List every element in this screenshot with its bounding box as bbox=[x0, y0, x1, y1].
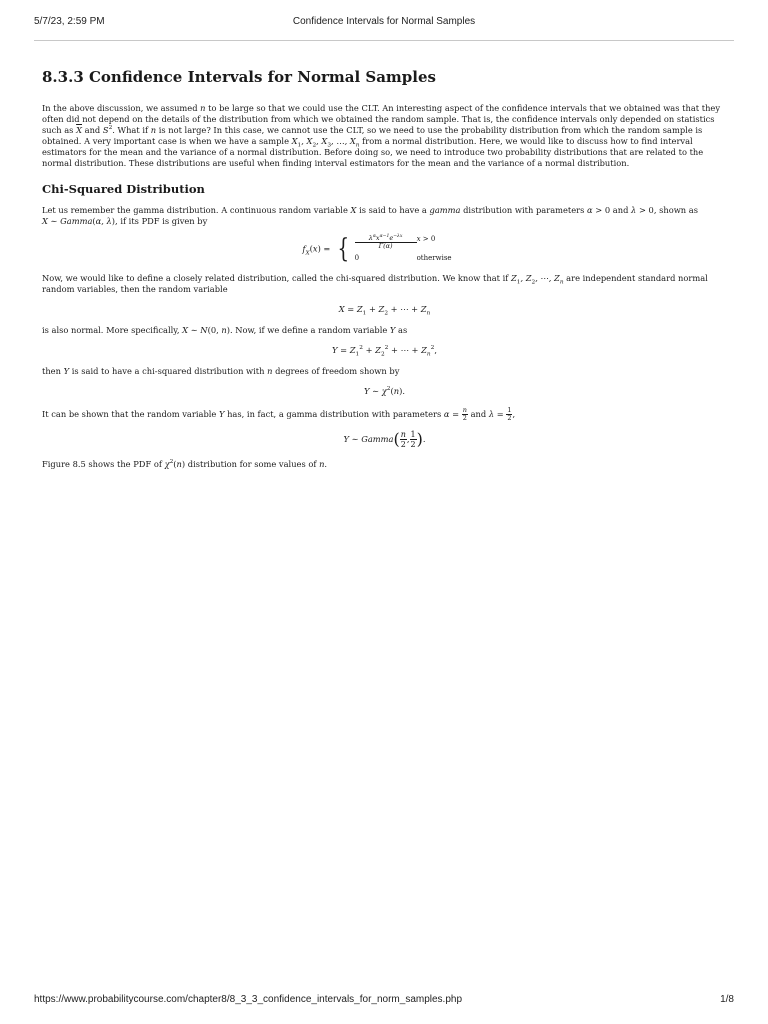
gamma-paragraph: Let us remember the gamma distribution. A continuous random variable X is said to have a gamma distribution with parameters α > 0 and λ > 0, shown as X ∼ Gamma(α, λ), if its PDF is given by bbox=[42, 205, 698, 226]
chi-squared-sum-equation: $Y = Z_1^2 + Z_2^2$ + ⋯ + $Z_n^2$, bbox=[332, 345, 437, 358]
header-divider bbox=[34, 40, 734, 41]
print-date: 5/7/23, 2:59 PM bbox=[34, 16, 105, 27]
otherwise-label: otherwise bbox=[416, 254, 452, 262]
page-number: 1/8 bbox=[720, 994, 734, 1005]
math-xbar: $\overline{X}$ bbox=[76, 125, 82, 135]
math-n: n bbox=[150, 125, 157, 135]
math-sample: $X_1$, $X_2$, $X_3$, …, $X_n$ bbox=[291, 136, 360, 149]
chi-definition-paragraph: then Y is said to have a chi-squared distribution with n degrees of freedom shown by bbox=[42, 366, 400, 376]
subsection-heading: Chi-Squared Distribution bbox=[42, 182, 205, 196]
normal-paragraph: is also normal. More specifically, X ∼ N(0, n). Now, if we define a random variable Y as bbox=[42, 325, 408, 335]
gamma-relation-equation: Y ∼ Gamma( $\frac{n}{2}$ , $\frac{1}{2}$ ). bbox=[343, 429, 426, 449]
print-header bbox=[34, 16, 734, 30]
figure-paragraph: Figure 8.5 shows the PDF of $\chi^2(n)$ distribution for some values of n. bbox=[42, 459, 328, 469]
math-s2: $S^2$ bbox=[102, 125, 113, 135]
math-n: n bbox=[200, 103, 206, 113]
define-paragraph: Now, we would like to define a closely related distribution, called the chi-squared distribution. We know that if $Z_1$, $Z_2$, ⋯, $Z_n$ are independent standard normal random variables, then the random variable bbox=[42, 273, 708, 294]
section-heading: 8.3.3 Confidence Intervals for Normal Samples bbox=[42, 68, 436, 86]
sum-equation: $X = Z_1 + Z_2$ + ⋯ + $Z_n$ bbox=[338, 304, 431, 317]
chi-notation-equation: Y ∼ $\chi^2(n)$. bbox=[364, 386, 405, 396]
gamma-relation-paragraph: It can be shown that the random variable Y has, in fact, a gamma distribution with parameters α = $\frac{n}{2}$ and λ = $\frac{1}{2}$ , bbox=[42, 406, 516, 422]
article-content bbox=[42, 66, 727, 476]
page-url[interactable]: https://www.probabilitycourse.com/chapter8/8_3_3_confidence_intervals_for_norm_samples.php bbox=[34, 994, 463, 1005]
gamma-pdf-equation: $f_X(x)$ = { $\frac{\lambda^\alpha x^{\alpha-1}e^{-\lambda x}}{\Gamma(\alpha)}$ x > 0 0 otherwise bbox=[42, 235, 727, 263]
print-title: Confidence Intervals for Normal Samples bbox=[292, 16, 476, 27]
print-footer bbox=[34, 994, 734, 1008]
intro-paragraph: In the above discussion, we assumed n to be large so that we could use the CLT. An interesting aspect of the confidence intervals that we obtained was that they often did not depend on the details of the distribution from which we obtained the random sample. That is, the confidence intervals only depended on statistics such as $\overline{X}$ and $S^2$. What if n is not large? In this case, we cannot use the CLT, so we need to use the probability distribution from which the random sample is obtained. A very important case is when we have a sample $X_1$, $X_2$, $X_3$, …, $X_n$ from a normal distribution. Here, we would like to discuss how to find interval estimators for the mean and the variance of a normal distribution. Before doing so, we need to introduce two probability distributions that are related to the normal distribution. These distributions are useful when finding interval estimators for the mean and the variance of a normal distribution. bbox=[42, 103, 721, 168]
